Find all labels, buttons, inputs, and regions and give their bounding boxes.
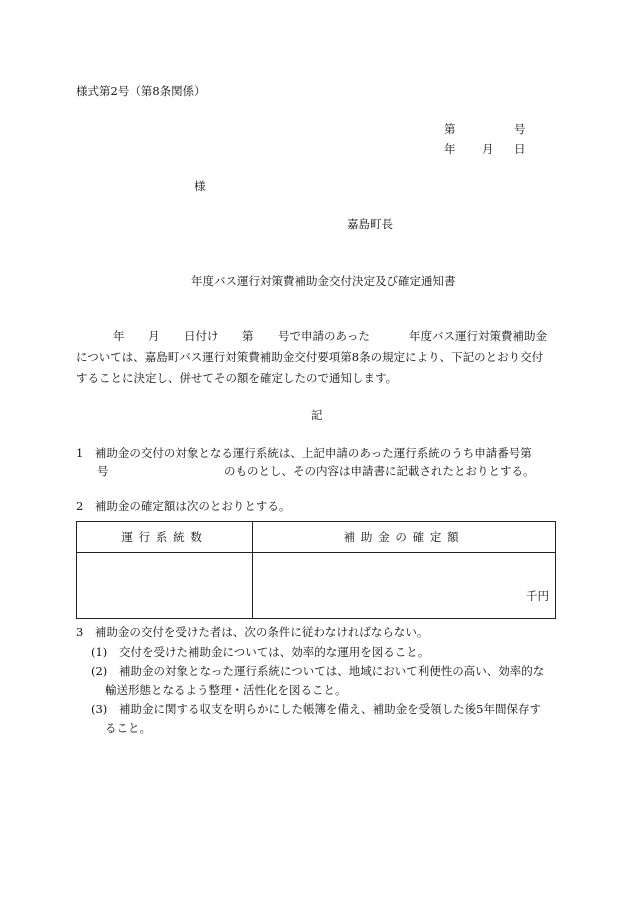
body-date: 日付け	[184, 329, 219, 343]
body-no: 第	[242, 329, 254, 343]
body-line2: については、嘉島町バス運行対策費補助金交付要項第8条の規定により、下記のとおり交付	[76, 350, 544, 364]
body-year: 年	[113, 329, 125, 343]
issuer: 嘉島町長	[347, 217, 393, 231]
item1-line2b: のものとし、その内容は申請書に記載されたとおりとする。	[224, 464, 535, 478]
item2: 2 補助金の確定額は次のとおりとする。	[76, 499, 291, 513]
form-label: 様式第2号（第8条関係）	[76, 84, 206, 98]
body-subsidy: 年度バス運行対策費補助金	[409, 329, 547, 343]
item1-line2a: 号	[97, 464, 109, 478]
item3-heading: 3 補助金の交付を受けた者は、次の条件に従わなければならない。	[76, 625, 429, 639]
body-month: 月	[148, 329, 160, 343]
date-day: 日	[514, 142, 526, 156]
date-month: 月	[482, 142, 494, 156]
condition-2-text-cont: 輸送形態となるよう整理・活性化を図ること。	[105, 683, 347, 697]
condition-3-text: 補助金に関する収支を明らかにした帳簿を備え、補助金を受領した後5年間保存す	[119, 702, 542, 716]
amount-table	[76, 521, 556, 619]
addressee-suffix: 様	[194, 179, 206, 193]
condition-3-text-cont: ること。	[105, 721, 151, 735]
col-header-amount: 補助金の確定額	[253, 522, 556, 553]
number-suffix: 号	[514, 122, 526, 136]
item1-line1: 1 補助金の交付の対象となる運行系統は、上記申請のあった運行系統のうち申請番号第	[76, 446, 532, 460]
condition-1-marker: (1)	[91, 645, 108, 659]
condition-2-text: 補助金の対象となった運行系統については、地域において利便性の高い、効率的な	[119, 664, 545, 678]
body-line3: することに決定し、併せてその額を確定したので通知します。	[76, 371, 398, 385]
date-year: 年	[444, 142, 456, 156]
cell-amount	[253, 553, 556, 619]
ki-heading: 記	[311, 408, 323, 422]
cell-routes	[77, 553, 253, 619]
document-title: 年度バス運行対策費補助金交付決定及び確定通知書	[191, 274, 456, 288]
condition-3-marker: (3)	[91, 702, 108, 716]
body-applied: 号で申請のあった	[278, 329, 370, 343]
condition-2-marker: (2)	[91, 664, 108, 678]
condition-1-text: 交付を受けた補助金については、効率的な運用を図ること。	[119, 645, 430, 659]
amount-unit: 千円	[526, 589, 549, 603]
number-prefix: 第	[444, 122, 456, 136]
col-header-routes: 運行系統数	[77, 522, 253, 553]
